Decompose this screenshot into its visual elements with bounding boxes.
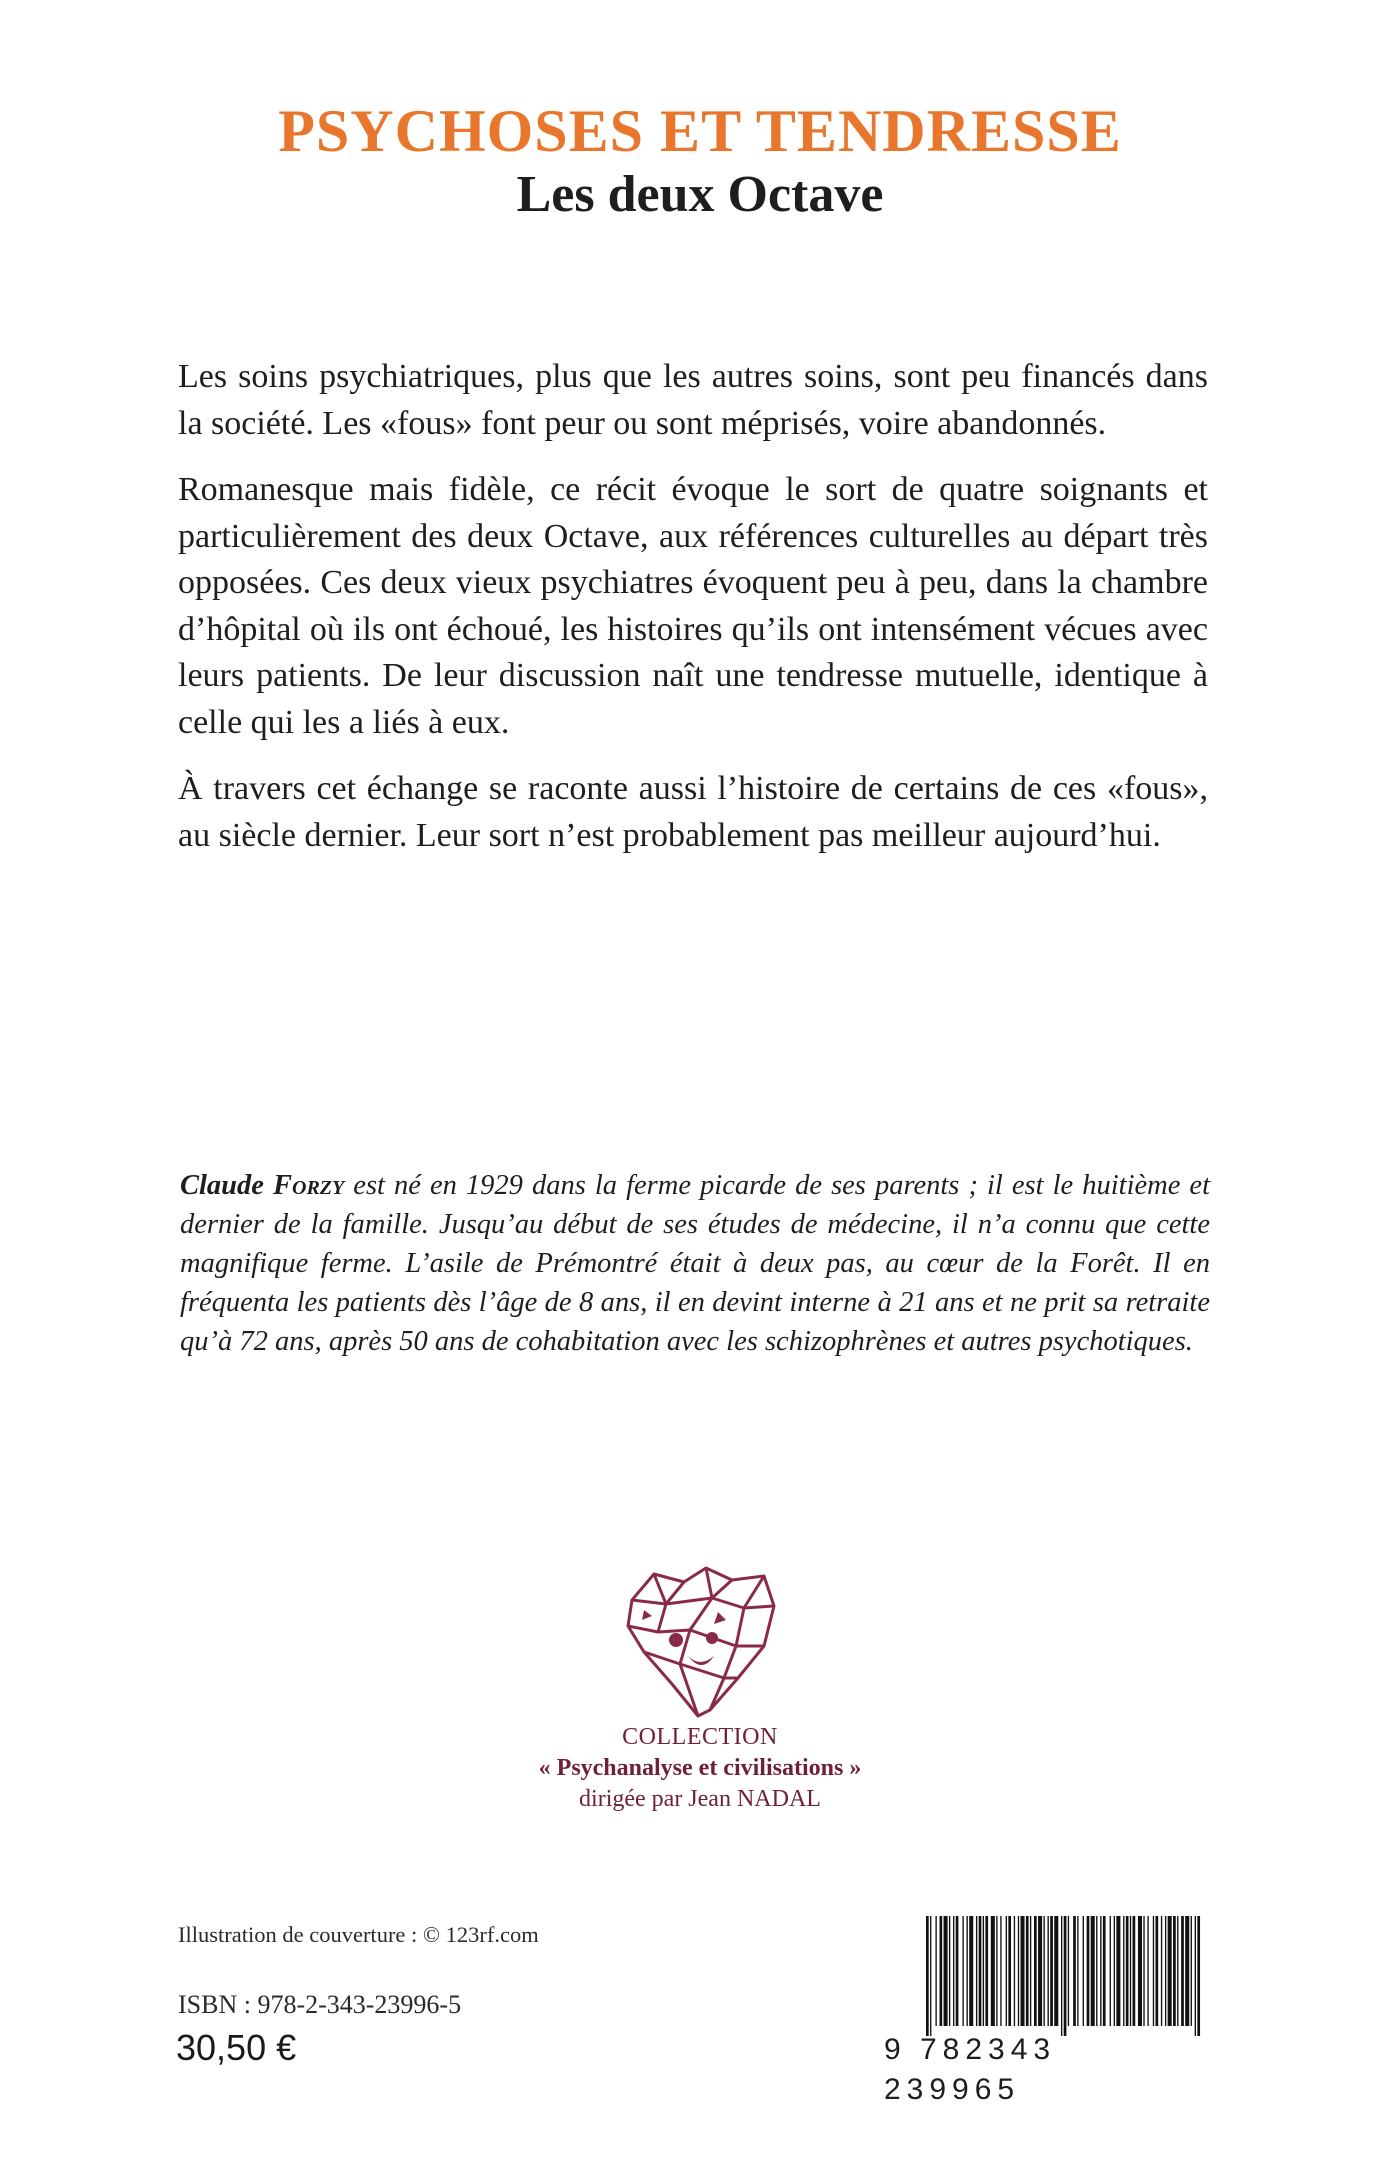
barcode-bar [1100,1916,1101,2026]
barcode-bar [940,1916,943,2026]
barcode-bar [1021,1916,1025,2026]
barcode-bar [976,1916,977,2026]
barcode-first-digit: 9 [884,2033,907,2066]
barcode-bar [953,1916,954,2026]
author-bio-text: est né en 1929 dans la ferme picarde de ses parents ; il est le huitième et dernier de la famille. Jusqu’au début de ses études de médecine, il n’a connu que cette magnifique ferme. L’asile de Prémontré était à deux pas, au cœur de la Forêt. Il en fréquenta les patients dès l’âge de 8 ans, il en devint interne à 21 ans et ne prit sa retraite qu’à 72 ans, après 50 ans de cohabitation avec les schizophrènes et autres psychotiques. [180,1170,1210,1357]
author-bio [180,1166,1210,1361]
barcode-bar [962,1916,963,2026]
barcode-bar [1054,1916,1058,2026]
barcode-bar [1061,1916,1062,2036]
barcode-bar [1168,1916,1172,2026]
collection-director: dirigée par Jean NADAL [579,1786,821,1812]
barcode-bar [1083,1916,1084,2026]
barcode-bar [991,1916,995,2026]
barcode-bar [1048,1916,1049,2026]
barcode-bar [926,1916,929,2036]
barcode-bar [1161,1916,1162,2026]
barcode-bar [1103,1916,1106,2026]
barcode-bar [1156,1916,1159,2026]
barcode-bar [956,1916,959,2026]
barcode-bar [969,1916,973,2026]
barcode-bar [1091,1916,1095,2026]
publisher-logo-icon [614,1560,784,1720]
barcode-bar [1173,1916,1176,2026]
barcode-bar [1185,1916,1189,2026]
barcode-bar [1014,1916,1015,2026]
barcode-bar [1034,1916,1037,2026]
barcode-bar [1018,1916,1019,2026]
barcode-bar [1114,1916,1115,2026]
barcode-bar [983,1916,984,2026]
book-subtitle: Les deux Octave [516,166,884,223]
barcode-number [884,2030,1204,2110]
cover-credit: Illustration de couverture : © 123rf.com [178,1922,539,1947]
author-first-name: Claude [180,1170,264,1201]
book-title: PSYCHOSES ET TENDRESSE [278,98,1122,164]
author-name [180,1170,344,1201]
barcode-bar [1030,1916,1031,2026]
barcode-bar [944,1916,948,2026]
barcode-bar [996,1916,997,2026]
barcode-bar [1191,1916,1192,2026]
blurb-paragraph: Romanesque mais fidèle, ce récit évoque le sort de quatre soignants et particulièrement des deux Octave, aux références culturelles au départ très opposées. Ces deux vieux psychiatres évoquent peu à peu, dans la chambre d’hôpital où ils ont échoué, les histoires qu’ils ont intensément vécues avec leurs patients. De leur discussion naît une tendresse mutuelle, identique à celle qui les a liés à eux. [178,471,1208,741]
barcode-bar [1110,1916,1111,2026]
back-cover-blurb [178,354,1208,879]
barcode [884,1916,1204,2106]
barcode-bar [1195,1916,1196,2036]
barcode-bar [1116,1916,1120,2026]
barcode-bar [1153,1916,1154,2026]
blurb-paragraph: Les soins psychiatriques, plus que les autres soins, sont peu financés dans la société. Les «fous» font peur ou sont méprisés, voire abandonnés. [178,358,1208,442]
barcode-bar [935,1916,936,2026]
barcode-bar [1126,1916,1129,2026]
barcode-bar [1177,1916,1178,2026]
barcode-bar [1096,1916,1097,2026]
barcode-bar [1050,1916,1053,2026]
collection-block [0,1722,1400,1815]
barcode-bar [1006,1916,1007,2026]
barcode-bar [1043,1916,1044,2026]
barcode-bar [1000,1916,1001,2026]
barcode-digits: 782343 239965 [884,2033,1057,2106]
barcode-bar [1130,1916,1131,2026]
barcode-bar [1133,1916,1136,2026]
barcode-bar [1026,1916,1029,2026]
barcode-bar [1038,1916,1042,2026]
barcode-bar [1077,1916,1078,2026]
barcode-bar [967,1916,968,2026]
barcode-bar [1197,1916,1200,2036]
price: 30,50 € [176,2027,297,2068]
barcode-bar [1087,1916,1090,2026]
barcode-bar [1073,1916,1076,2026]
barcode-bar [949,1916,950,2026]
isbn: ISBN : 978-2-343-23996-5 [178,1990,462,2019]
collection-name: « Psychanalyse et civilisations » [538,1755,862,1781]
barcode-bar [979,1916,982,2026]
barcode-bar [1165,1916,1166,2026]
barcode-bar [1138,1916,1142,2026]
barcode-bar [1147,1916,1148,2026]
collection-label: COLLECTION [622,1724,778,1750]
blurb-paragraph: À travers cet échange se raconte aussi l’histoire de certains de ces «fous», au siècle dernier. Leur sort n’est probablement pas meilleur aujourd’hui. [178,770,1208,854]
barcode-bar [1123,1916,1124,2026]
barcode-bar [1143,1916,1144,2026]
barcode-bars [924,1916,1204,2036]
barcode-bar [985,1916,988,2026]
barcode-bar [930,1916,931,2036]
barcode-bar [1181,1916,1184,2026]
author-last-name: Forzy [273,1170,345,1201]
barcode-bar [1064,1916,1067,2036]
barcode-bar [1008,1916,1011,2026]
barcode-bar [1068,1916,1069,2026]
